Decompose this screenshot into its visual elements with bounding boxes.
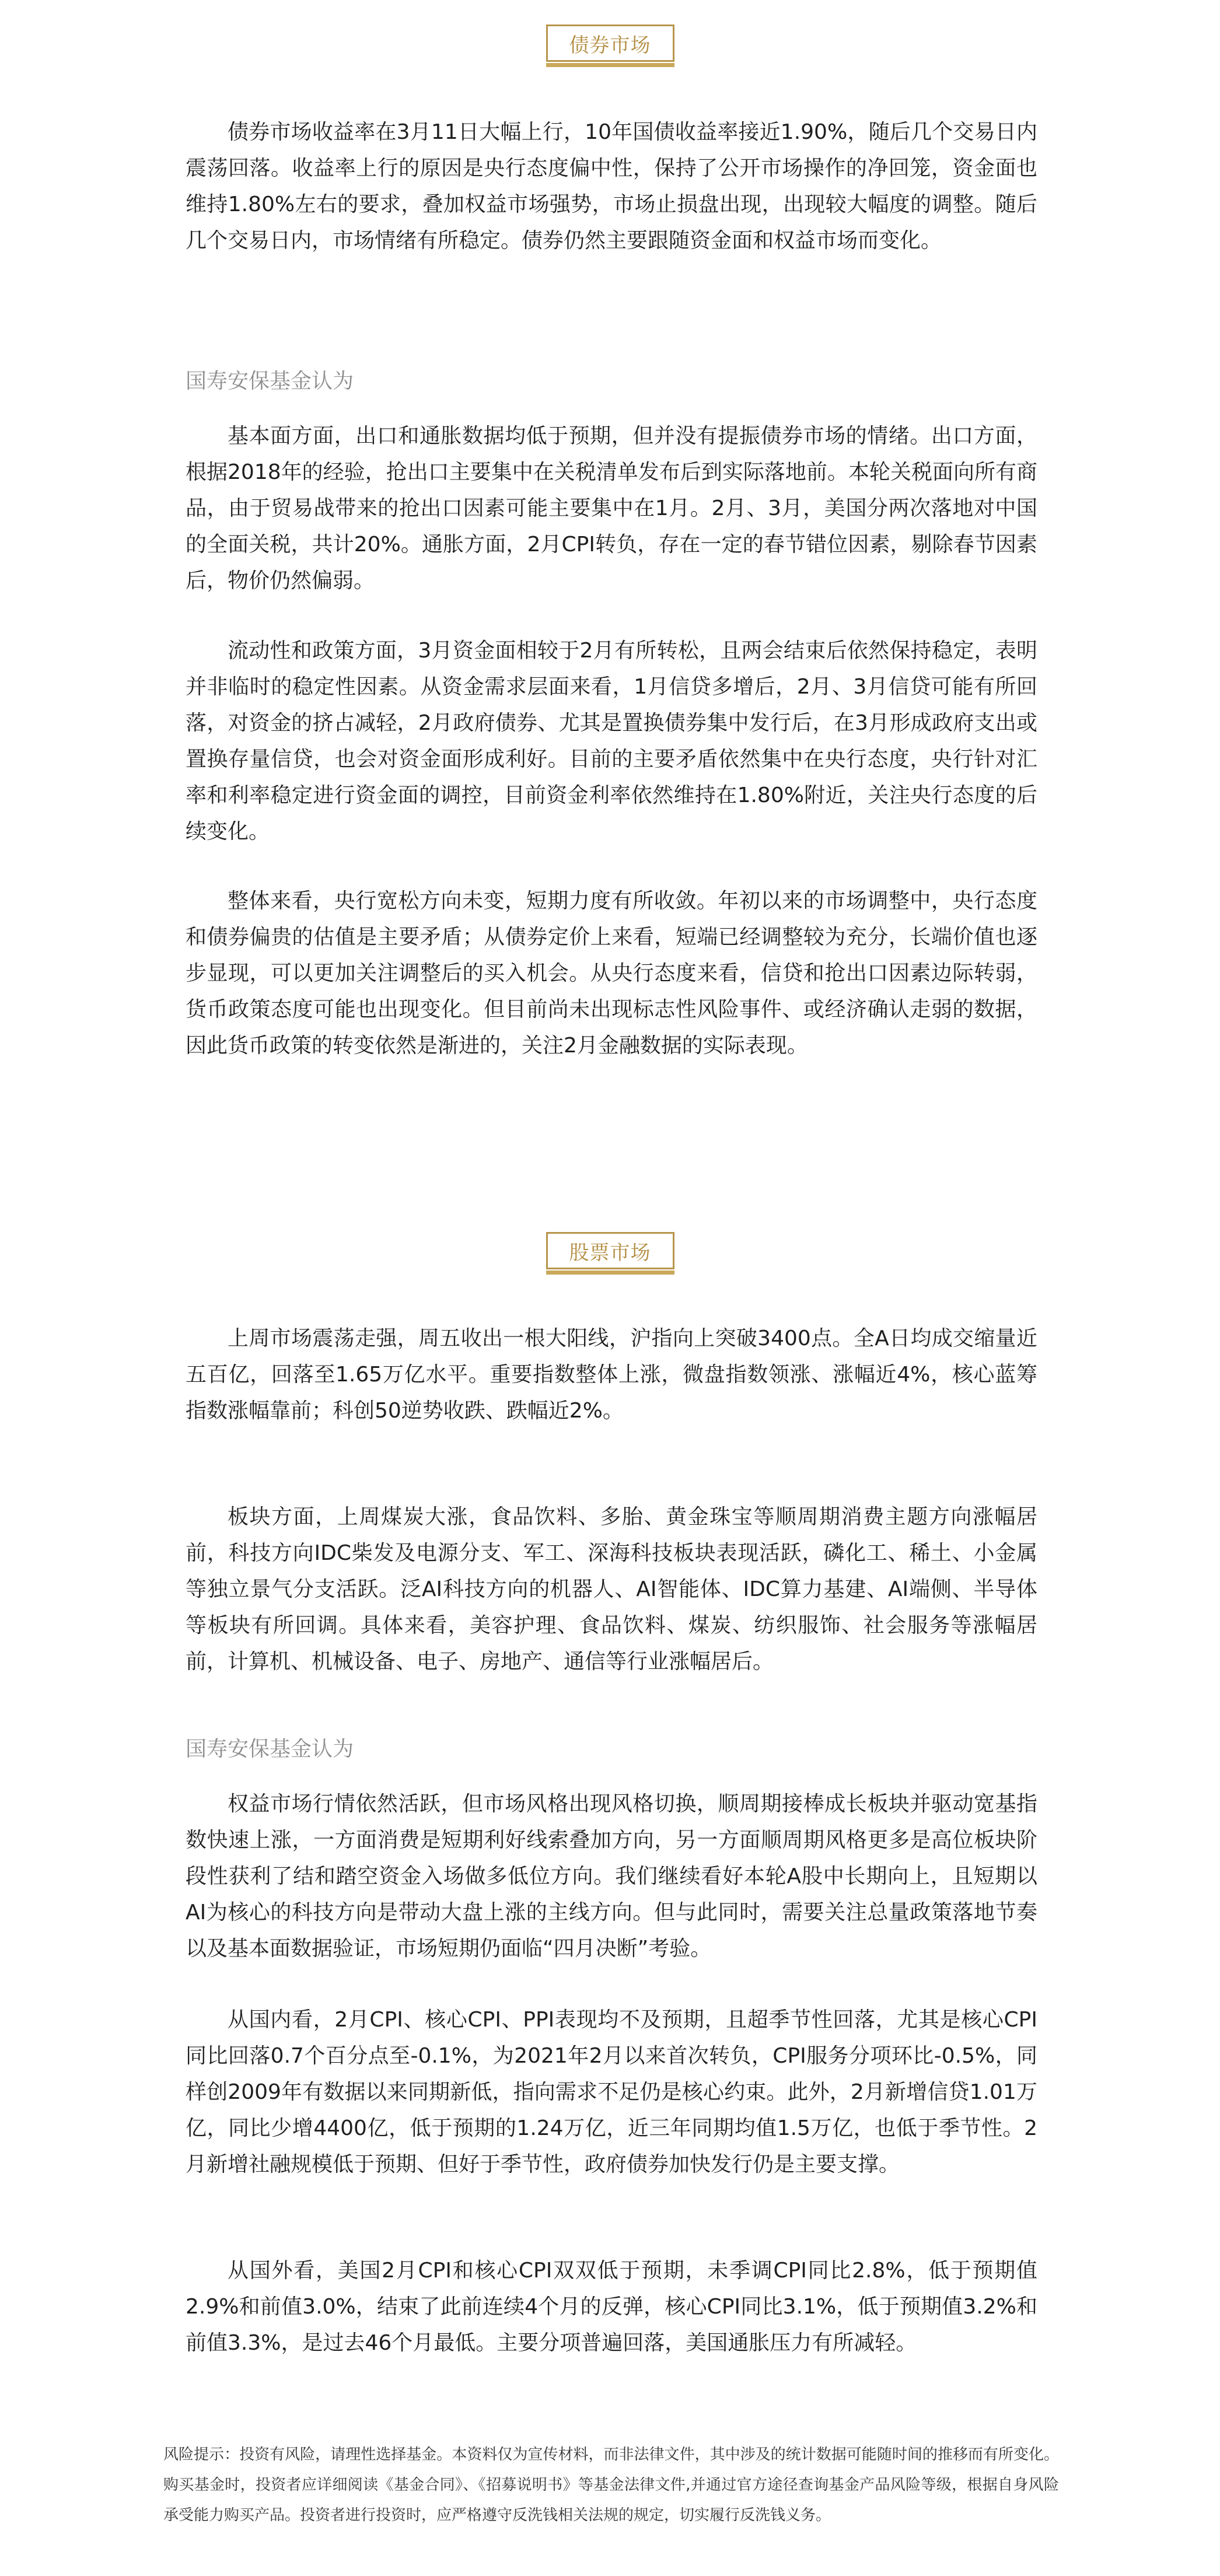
- bond-subhead: 国寿安保基金认为: [186, 369, 354, 393]
- equity-paragraph-3: 权益市场行情依然活跃，但市场风格出现风格切换，顺周期接棒成长板块并驱动宽基指数快速上涨，一方面消费是短期利好线索叠加方向，另一方面顺周期风格更多是高位板块阶段性获利了结和踏空资金入场做多低位方向。我们继续看好本轮A股中长期向上，且短期以AI为核心的科技方向是带动大盘上涨的主线方向。但与此同时，需要关注总量政策落地节奏以及基本面数据验证，市场短期仍面临“四月决断”考验。: [186, 1792, 1037, 1961]
- equity-market-tag: 股票市场: [546, 1232, 674, 1269]
- equity-subhead: 国寿安保基金认为: [186, 1737, 354, 1761]
- equity-paragraph-1: 上周市场震荡走强，周五收出一根大阳线，沪指向上突破3400点。全A日均成交缩量近五百亿，回落至1.65万亿水平。重要指数整体上涨，微盘指数领涨、涨幅近4%，核心蓝筹指数涨幅靠前；科创50逆势收跌、跌幅近2%。: [186, 1326, 1037, 1423]
- equity-paragraph-4: 从国内看，2月CPI、核心CPI、PPI表现均不及预期，且超季节性回落，尤其是核心CPI同比回落0.7个百分点至-0.1%，为2021年2月以来首次转负，CPI服务分项环比-0.5%，同样创2009年有数据以来同期新低，指向需求不足仍是核心约束。此外，2月新增信贷1.01万亿，同比少增4400亿，低于预期的1.24万亿，近三年同期均值1.5万亿，也低于季节性。2月新增社融规模低于预期、但好于季节性，政府债券加快发行仍是主要支撑。: [186, 2008, 1037, 2176]
- bond-paragraph-3: 流动性和政策方面，3月资金面相较于2月有所转松，且两会结束后依然保持稳定，表明并非临时的稳定性因素。从资金需求层面来看，1月信贷多增后，2月、3月信贷可能有所回落，对资金的挤占减轻，2月政府债券、尤其是置换债券集中发行后，在3月形成政府支出或置换存量信贷，也会对资金面形成利好。目前的主要矛盾依然集中在央行态度，央行针对汇率和利率稳定进行资金面的调控，目前资金利率依然维持在1.80%附近，关注央行态度的后续变化。: [186, 639, 1037, 844]
- bond-paragraph-1: 债券市场收益率在3月11日大幅上行，10年国债收益率接近1.90%，随后几个交易日内震荡回落。收益率上行的原因是央行态度偏中性，保持了公开市场操作的净回笼，资金面也维持1.80%左右的要求，叠加权益市场强势，市场止损盘出现，出现较大幅度的调整。随后几个交易日内，市场情绪有所稳定。债券仍然主要跟随资金面和权益市场而变化。: [186, 120, 1037, 253]
- bond-paragraph-4: 整体来看，央行宽松方向未变，短期力度有所收敛。年初以来的市场调整中，央行态度和债券偏贵的估值是主要矛盾；从债券定价上来看，短端已经调整较为充分，长端价值也逐步显现，可以更加关注调整后的买入机会。从央行态度来看，信贷和抢出口因素边际转弱，货币政策态度可能也出现变化。但目前尚未出现标志性风险事件、或经济确认走弱的数据，因此货币政策的转变依然是渐进的，关注2月金融数据的实际表现。: [186, 889, 1037, 1058]
- bond-market-tag: 债券市场: [546, 24, 674, 62]
- equity-paragraph-5: 从国外看，美国2月CPI和核心CPI双双低于预期，未季调CPI同比2.8%，低于预期值2.9%和前值3.0%，结束了此前连续4个月的反弹，核心CPI同比3.1%，低于预期值3.2%和前值3.3%，是过去46个月最低。主要分项普遍回落，美国通胀压力有所减轻。: [186, 2259, 1037, 2355]
- risk-disclaimer: 风险提示：投资有风险，请理性选择基金。本资料仅为宣传材料，而非法律文件，其中涉及的统计数据可能随时间的推移而有所变化。购买基金时，投资者应详细阅读《基金合同》、《招募说明书》等基金法律文件,并通过官方途径查询基金产品风险等级，根据自身风险承受能力购买产品。投资者进行投资时，应严格遵守反洗钱相关法规的规定，切实履行反洗钱义务。: [163, 2446, 1059, 2524]
- equity-paragraph-2: 板块方面，上周煤炭大涨，食品饮料、多胎、黄金珠宝等顺周期消费主题方向涨幅居前，科技方向IDC柴发及电源分支、军工、深海科技板块表现活跃，磷化工、稀土、小金属等独立景气分支活跃。泛AI科技方向的机器人、AI智能体、IDC算力基建、AI端侧、半导体等板块有所回调。具体来看，美容护理、食品饮料、煤炭、纺织服饰、社会服务等涨幅居前，计算机、机械设备、电子、房地产、通信等行业涨幅居后。: [186, 1505, 1037, 1674]
- bond-paragraph-2: 基本面方面，出口和通胀数据均低于预期，但并没有提振债券市场的情绪。出口方面，根据2018年的经验，抢出口主要集中在关税清单发布后到实际落地前。本轮关税面向所有商品，由于贸易战带来的抢出口因素可能主要集中在1月。2月、3月，美国分两次落地对中国的全面关税，共计20%。通胀方面，2月CPI转负，存在一定的春节错位因素，剔除春节因素后，物价仍然偏弱。: [186, 424, 1037, 593]
